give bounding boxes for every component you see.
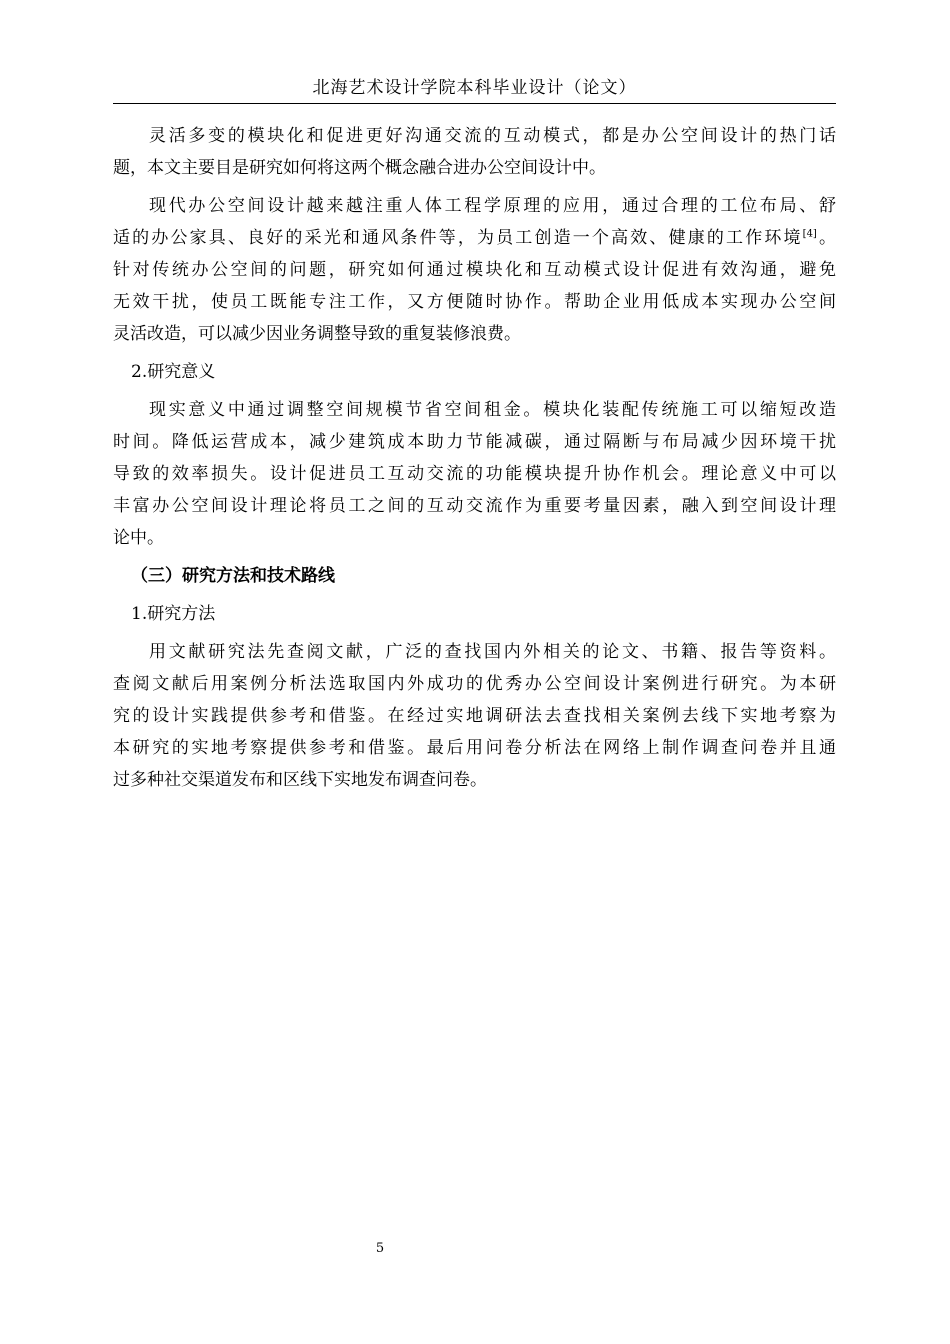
paragraph-line: 针对传统办公空间的问题，研究如何通过模块化和互动模式设计促进有效沟通，避免 (113, 260, 836, 280)
paragraph-line: 查阅文献后用案例分析法选取国内外成功的优秀办公空间设计案例进行研究。为本研 (113, 674, 836, 694)
paragraph-line: 题，本文主要目是研究如何将这两个概念融合进办公空间设计中。 (113, 158, 606, 178)
paragraph-1 (113, 120, 836, 184)
paragraph-4 (113, 636, 836, 796)
page-number: 5 (375, 1241, 385, 1256)
paragraph-line: 灵活多变的模块化和促进更好沟通交流的互动模式，都是办公空间设计的热门话 (149, 126, 836, 146)
paragraph-line: 现代办公空间设计越来越注重人体工程学原理的应用，通过合理的工位布局、舒 (149, 196, 836, 216)
paragraph-2 (113, 190, 836, 350)
document-body (113, 120, 836, 796)
running-header: 北海艺术设计学院本科毕业设计（论文） (312, 78, 637, 98)
paragraph-line: 过多种社交渠道发布和区线下实地发布调查问卷。 (113, 770, 487, 790)
paragraph-line: 论中。 (113, 528, 164, 548)
paragraph-line: 丰富办公空间设计理论将员工之间的互动交流作为重要考量因素，融入到空间设计理 (113, 496, 836, 516)
subheading-research-significance: 2.研究意义 (131, 362, 216, 382)
paragraph-line: 时间。降低运营成本，减少建筑成本助力节能减碳，通过隔断与布局减少因环境干扰 (113, 432, 836, 452)
paragraph-line: 无效干扰，使员工既能专注工作，又方便随时协作。帮助企业用低成本实现办公空间 (113, 292, 836, 312)
paragraph-3 (113, 394, 836, 554)
subheading-research-method: 1.研究方法 (131, 604, 216, 624)
paragraph-line: 本研究的实地考察提供参考和借鉴。最后用问卷分析法在网络上制作调查问卷并且通 (113, 738, 836, 758)
paragraph-line: 用文献研究法先查阅文献，广泛的查找国内外相关的论文、书籍、报告等资料。 (149, 642, 836, 662)
paragraph-line: 究的设计实践提供参考和借鉴。在经过实地调研法去查找相关案例去线下实地考察为 (113, 706, 836, 726)
paragraph-line (113, 222, 836, 254)
header-rule (113, 103, 836, 104)
paragraph-line: 灵活改造，可以减少因业务调整导致的重复装修浪费。 (113, 324, 521, 344)
paragraph-line-end: 。 (816, 228, 836, 248)
paragraph-line: 现实意义中通过调整空间规模节省空间租金。模块化装配传统施工可以缩短改造 (149, 400, 836, 420)
citation-reference: [4] (802, 228, 817, 240)
section-heading: （三）研究方法和技术路线 (131, 566, 335, 586)
paragraph-line-text: 适的办公家具、良好的采光和通风条件等，为员工创造一个高效、健康的工作环境 (113, 228, 803, 248)
paragraph-line: 导致的效率损失。设计促进员工互动交流的功能模块提升协作机会。理论意义中可以 (113, 464, 836, 484)
